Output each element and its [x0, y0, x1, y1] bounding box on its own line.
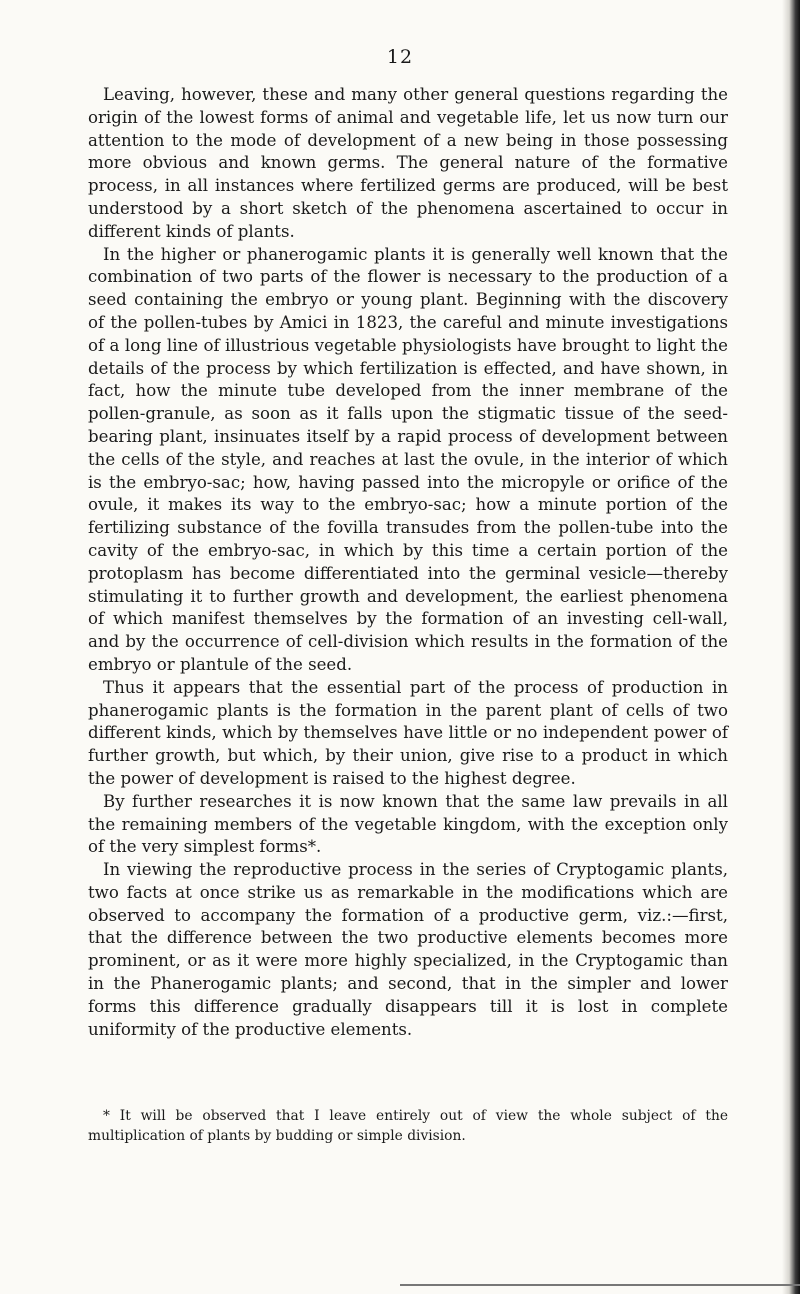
paragraph: In viewing the reproductive process in the series of Cryptogamic plants, two facts at once strike us as remarkable in the modifications which are observed to accompany the formation of a productive germ, viz.:—first, that the difference between the two productive elements becomes more prominent, or as it were more highly specialized, in the Cryptogamic than in the Phanerogamic plants; and second, that in the simpler and lower forms this difference gradually disappears till it is lost in complete uniformity of the productive elements.	[88, 860, 728, 1039]
paragraph: Thus it appears that the essential part of the process of production in phanerogamic plants is the formation in the parent plant of cells of two different kinds, which by themselves have little or no independent power of further growth, but which, by their union, give rise to a product in which the power of development is raised to the highest degree.	[88, 677, 728, 788]
page-edge-shadow	[782, 0, 800, 1294]
paragraph: In the higher or phanerogamic plants it is generally well known that the combination of two parts of the flower is necessary to the production of a seed containing the embryo or young plant. Beginning with the discovery of the pollen-tubes by Amici in 1823, the careful and minute investigations of a long line of illustrious vegetable physiologists have brought to light the details of the process by which fertilization is effected, and have shown, in fact, how the minute tube developed from the inner membrane of the pollen-granule, as soon as it falls upon the stigmatic tissue of the seed-bearing plant, insinuates itself by a rapid process of development between the cells of the style, and reaches at last the ovule, in the interior of which is the embryo-sac; how, having passed into the micropyle or orifice of the ovule, it makes its way to the embryo-sac; how a minute portion of the fertilizing substance of the fovilla transudes from the pollen-tube into the cavity of the embryo-sac, in which by this time a certain portion of the protoplasm has become differentiated into the germinal vesicle—thereby stimulating it to further growth and development, the earliest phenomena of which manifest themselves by the formation of an investing cell-wall, and by the occurrence of cell-division which results in the formation of the embryo or plantule of the seed.	[88, 244, 728, 674]
paragraph: By further researches it is now known that the same law prevails in all the remaining members of the vegetable kingdom, with the exception only of the very simplest forms*.	[88, 791, 728, 857]
footnote-text: * It will be observed that I leave entirely out of view the whole subject of the multiplication of plants by budding or simple division.	[88, 1108, 728, 1144]
page-number: 12	[386, 46, 414, 68]
paragraph: Leaving, however, these and many other general questions regarding the origin of the lowest forms of animal and vegetable life, let us now turn our attention to the mode of development of a new being in those possessing more obvious and known germs. The general nature of the formative process, in all instances where fertilized germs are produced, will be best understood by a short sketch of the phenomena ascertained to occur in different kinds of plants.	[88, 85, 728, 241]
footnote	[88, 1106, 728, 1146]
bottom-rule	[400, 1284, 800, 1286]
body-text	[88, 84, 728, 1041]
